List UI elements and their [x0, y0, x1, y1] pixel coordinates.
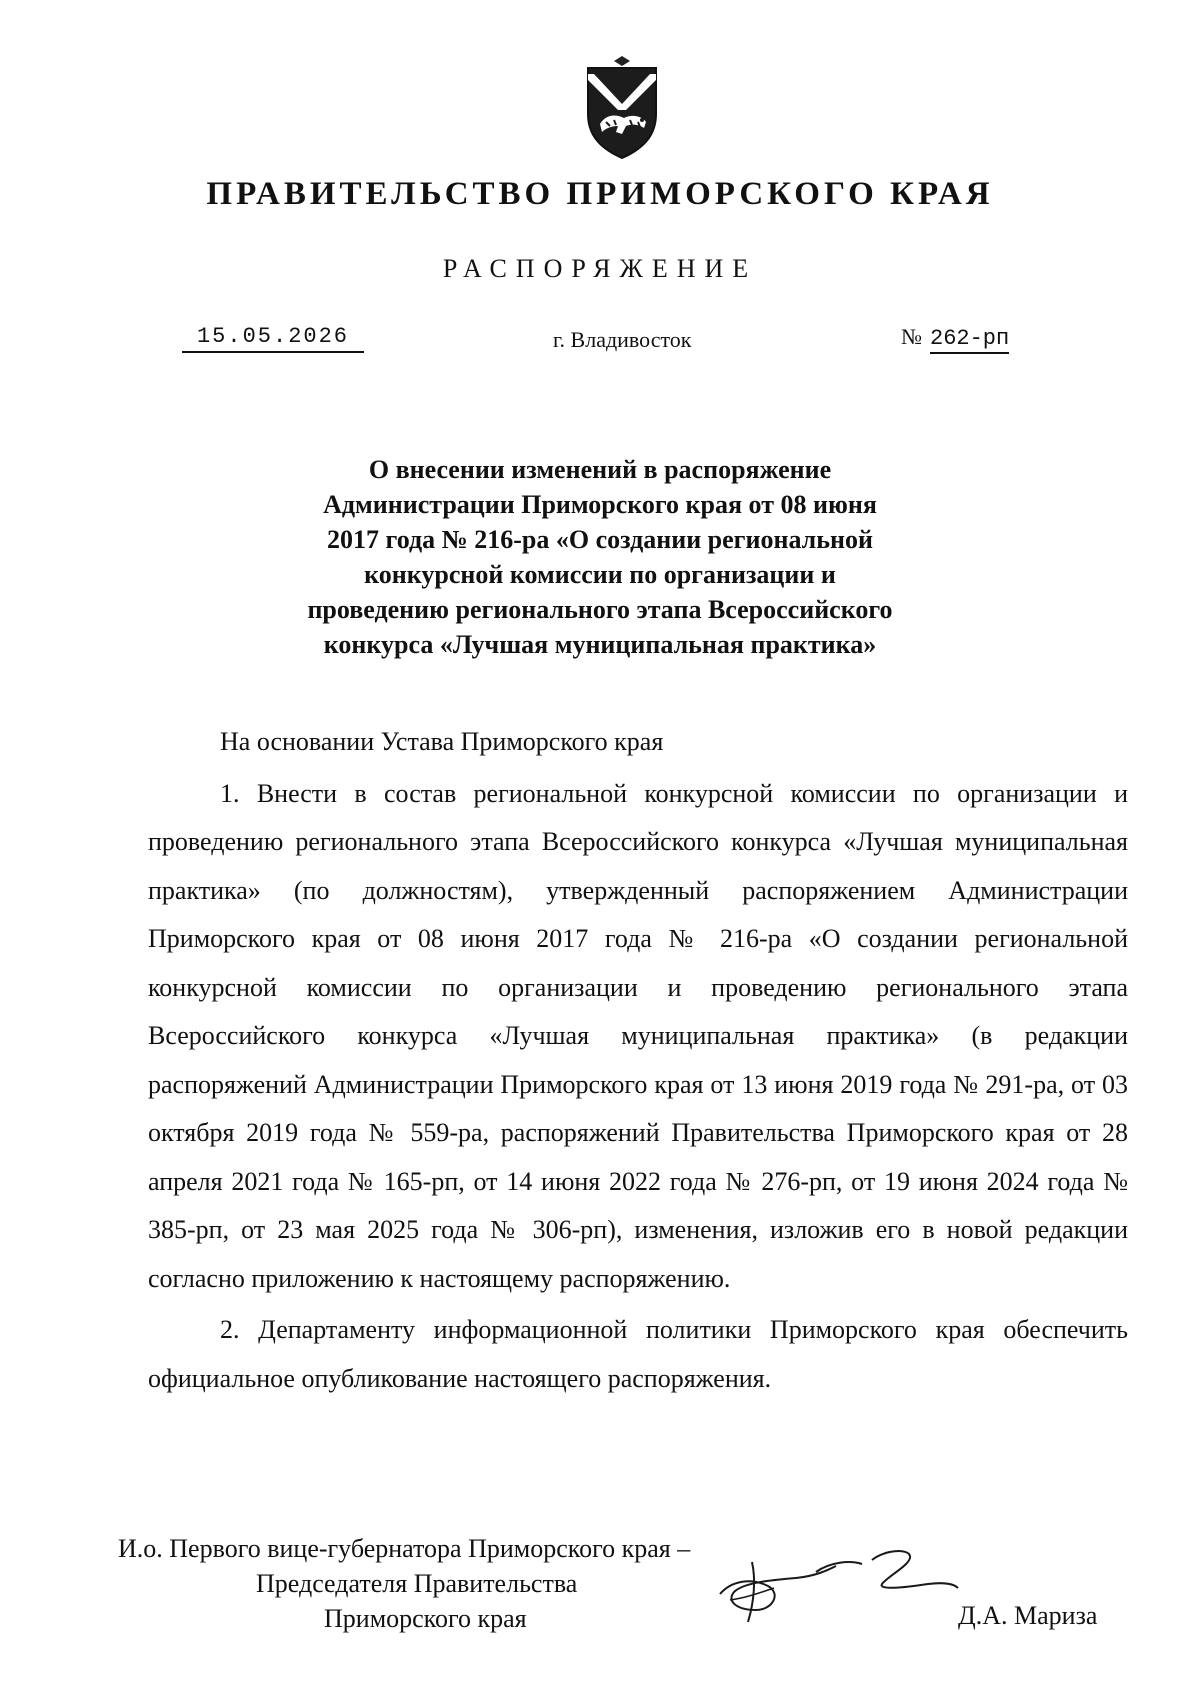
subject-line: конкурса «Лучшая муниципальная практика»	[323, 630, 877, 659]
document-body	[148, 718, 1128, 1403]
position-line: Приморского края	[324, 1604, 527, 1633]
subject-line: О внесении изменений в распоряжение	[368, 455, 832, 484]
subject-line: проведению регионального этапа Всероссийского	[307, 595, 893, 624]
document-subject	[250, 452, 950, 662]
subject-line: 2017 года № 216-ра «О создании региональной	[327, 525, 873, 554]
position-line: И.о. Первого вице-губернатора Приморского края –	[118, 1534, 691, 1563]
handwritten-signature-icon	[712, 1544, 962, 1634]
document-date: 15.05.2026	[182, 324, 364, 353]
signer-name: Д.А. Мариза	[958, 1601, 1098, 1630]
position-line: Председателя Правительства	[256, 1569, 578, 1598]
document-number-block	[901, 324, 1009, 351]
government-title: ПРАВИТЕЛЬСТВО ПРИМОРСКОГО КРАЯ	[206, 176, 994, 212]
subject-line: Администрации Приморского края от 08 июня	[323, 490, 877, 519]
document-city: г. Владивосток	[553, 327, 692, 352]
basis-paragraph: На основании Устава Приморского края	[220, 727, 664, 756]
clause-1-paragraph: 1. Внести в состав региональной конкурсной комиссии по организации и проведению регионального этапа Всероссийского конкурса «Лучшая муниципальная практика» (по должностям), утвержденный распоряжением Администрации Приморского края от 08 июня 2017 года № 216-ра «О создании региональной конкурсной комиссии по организации и проведению регионального этапа Всероссийского конкурса «Лучшая муниципальная практика» (в редакции распоряжений Администрации Приморского края от 13 июня 2019 года № 291-ра, от 03 октября 2019 года № 559-ра, распоряжений Правительства Приморского края от 28 апреля 2021 года № 165-рп, от 14 июня 2022 года № 276-рп, от 19 июня 2024 года № 385-рп, от 23 мая 2025 года № 306-рп), изменения, изложив его в новой редакции согласно приложению к настоящему распоряжению.	[148, 778, 1128, 1293]
document-type: РАСПОРЯЖЕНИЕ	[442, 254, 758, 283]
number-sign: №	[901, 324, 922, 349]
signatory-position	[118, 1531, 690, 1636]
subject-line: конкурсной комиссии по организации и	[364, 560, 836, 589]
clause-2-paragraph: 2. Департаменту информационной политики Приморского края обеспечить официальное опубликование настоящего распоряжения.	[148, 1315, 1128, 1393]
coat-of-arms-icon	[580, 52, 664, 162]
document-number: 262-рп	[930, 326, 1009, 354]
